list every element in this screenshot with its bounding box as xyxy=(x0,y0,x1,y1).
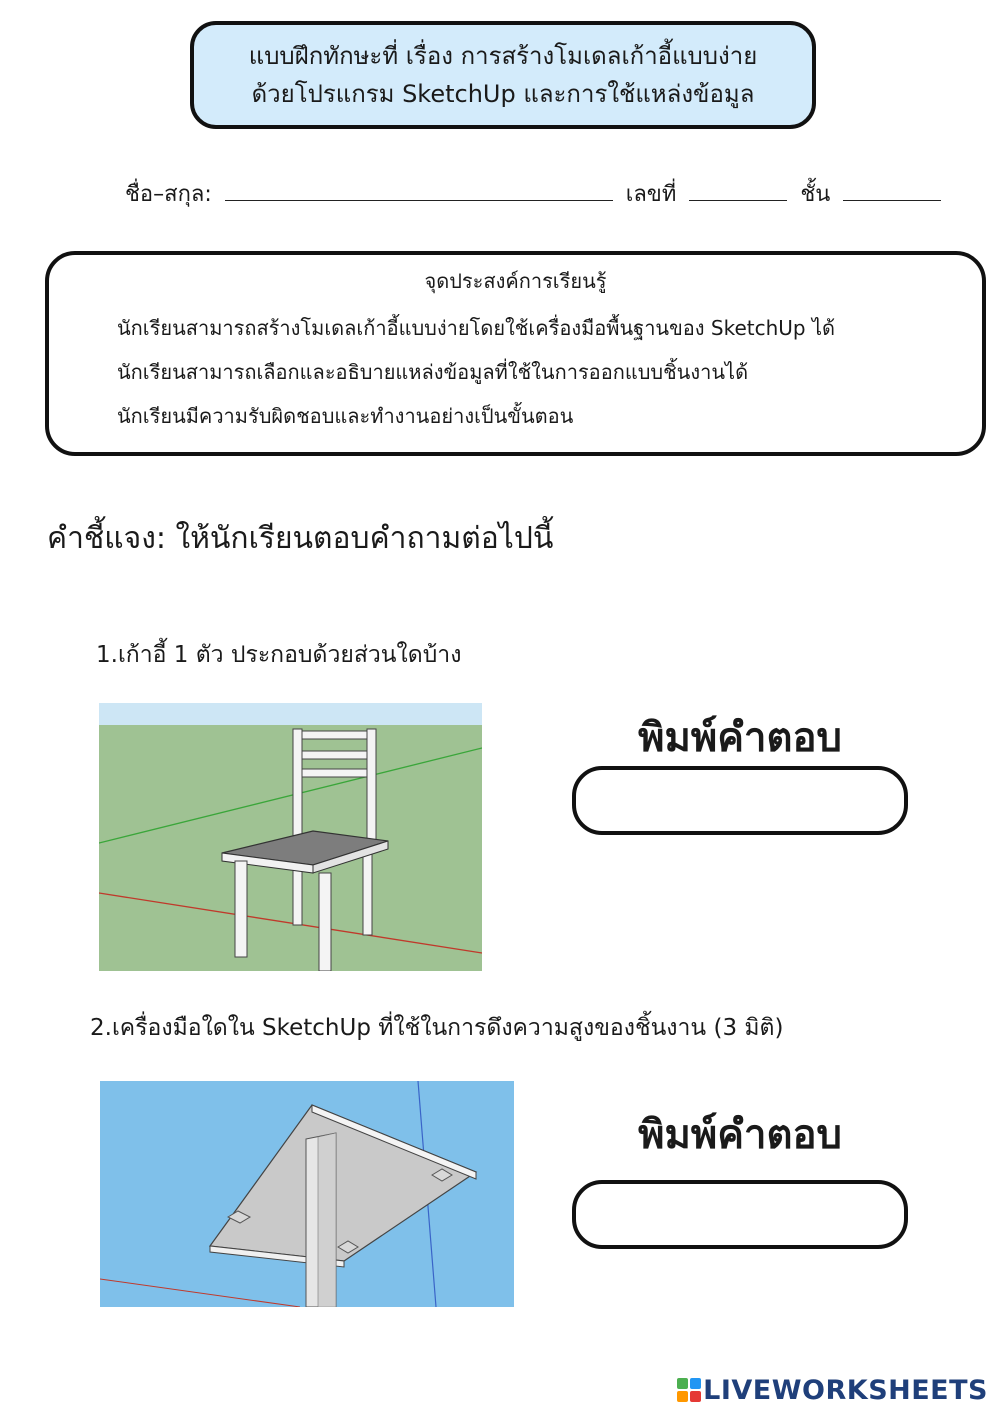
objectives-heading: จุดประสงค์การเรียนรู้ xyxy=(424,269,607,293)
worksheet-title-line-1: แบบฝึกทักษะที่ เรื่อง การสร้างโมเดลเก้าอี้แบบง่าย xyxy=(248,42,758,70)
worksheet-title-box xyxy=(190,21,816,129)
class-label: ชั้น xyxy=(800,182,831,207)
instruction-text: คำชี้แจง: ให้นักเรียนตอบคำถามต่อไปนี้ xyxy=(47,521,554,556)
chair-model-image xyxy=(99,703,482,971)
table-underside-illustration xyxy=(100,1081,514,1307)
table-top-model-image xyxy=(100,1081,514,1307)
student-info-row xyxy=(125,176,947,211)
objective-item: นักเรียนสามารถสร้างโมเดลเก้าอี้แบบง่ายโดยใช้เครื่องมือพื้นฐานของ SketchUp ได้ xyxy=(117,316,836,340)
liveworksheets-logo xyxy=(677,1375,988,1406)
name-blank[interactable] xyxy=(225,178,613,201)
brand-text: LIVEWORKSHEETS xyxy=(703,1375,988,1406)
objective-item: นักเรียนสามารถเลือกและอธิบายแหล่งข้อมูลที่ใช้ในการออกแบบชิ้นงานได้ xyxy=(117,360,749,384)
chair-model-illustration xyxy=(99,703,482,971)
answer-label-1: พิมพ์คำตอบ xyxy=(638,715,842,761)
class-blank[interactable] xyxy=(843,178,941,201)
answer-input-2[interactable] xyxy=(572,1180,908,1249)
objectives-box xyxy=(45,251,986,456)
name-label: ชื่อ–สกุล: xyxy=(125,182,212,207)
number-label: เลขที่ xyxy=(625,182,677,207)
answer-label-2: พิมพ์คำตอบ xyxy=(638,1112,842,1158)
objective-item: นักเรียนมีความรับผิดชอบและทำงานอย่างเป็นขั้นตอน xyxy=(117,404,574,428)
question-2-text: 2.เครื่องมือใดใน SketchUp ที่ใช้ในการดึงความสูงของชิ้นงาน (3 มิติ) xyxy=(90,1015,784,1041)
question-1-text: 1.เก้าอี้ 1 ตัว ประกอบด้วยส่วนใดบ้าง xyxy=(96,642,462,668)
worksheet-title-line-2: ด้วยโปรแกรม SketchUp และการใช้แหล่งข้อมูล xyxy=(251,80,755,108)
liveworksheets-icon xyxy=(677,1378,701,1402)
answer-input-1[interactable] xyxy=(572,766,908,835)
number-blank[interactable] xyxy=(689,178,787,201)
